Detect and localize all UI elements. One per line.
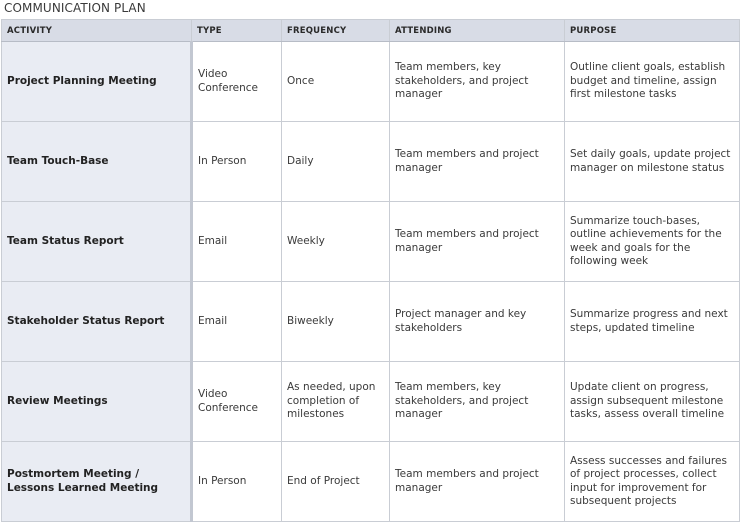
purpose-cell: Outline client goals, establish budget and timeline, assign first milestone tasks — [565, 42, 740, 122]
attending-cell: Project manager and key stakeholders — [390, 282, 565, 362]
header-frequency: FREQUENCY — [282, 20, 390, 42]
purpose-cell: Summarize touch-bases, outline achievements for the week and goals for the following week — [565, 202, 740, 282]
page-title: COMMUNICATION PLAN — [4, 1, 146, 15]
activity-cell: Review Meetings — [2, 362, 192, 442]
header-type: TYPE — [192, 20, 282, 42]
activity-cell: Project Planning Meeting — [2, 42, 192, 122]
attending-cell: Team members, key stakeholders, and project manager — [390, 42, 565, 122]
type-cell: Email — [192, 202, 282, 282]
activity-cell: Team Touch-Base — [2, 122, 192, 202]
table-row — [2, 122, 740, 202]
frequency-cell: End of Project — [282, 442, 390, 522]
header-attending: ATTENDING — [390, 20, 565, 42]
frequency-cell: Once — [282, 42, 390, 122]
activity-cell: Stakeholder Status Report — [2, 282, 192, 362]
type-cell: Video Conference — [192, 42, 282, 122]
type-cell: In Person — [192, 122, 282, 202]
frequency-cell: Weekly — [282, 202, 390, 282]
activity-cell: Team Status Report — [2, 202, 192, 282]
table-row — [2, 42, 740, 122]
attending-cell: Team members and project manager — [390, 122, 565, 202]
attending-cell: Team members and project manager — [390, 442, 565, 522]
table-row — [2, 282, 740, 362]
type-cell: Email — [192, 282, 282, 362]
purpose-cell: Assess successes and failures of project processes, collect input for improvement for subsequent projects — [565, 442, 740, 522]
attending-cell: Team members, key stakeholders, and project manager — [390, 362, 565, 442]
table-row — [2, 442, 740, 522]
attending-cell: Team members and project manager — [390, 202, 565, 282]
type-cell: Video Conference — [192, 362, 282, 442]
table-row — [2, 362, 740, 442]
frequency-cell: Daily — [282, 122, 390, 202]
frequency-cell: Biweekly — [282, 282, 390, 362]
table-row — [2, 202, 740, 282]
purpose-cell: Set daily goals, update project manager on milestone status — [565, 122, 740, 202]
header-row — [2, 20, 740, 42]
header-purpose: PURPOSE — [565, 20, 740, 42]
frequency-cell: As needed, upon completion of milestones — [282, 362, 390, 442]
purpose-cell: Summarize progress and next steps, updated timeline — [565, 282, 740, 362]
activity-cell: Postmortem Meeting / Lessons Learned Meeting — [2, 442, 192, 522]
communication-plan-table — [1, 19, 740, 522]
purpose-cell: Update client on progress, assign subsequent milestone tasks, assess overall timeline — [565, 362, 740, 442]
type-cell: In Person — [192, 442, 282, 522]
header-activity: ACTIVITY — [2, 20, 192, 42]
